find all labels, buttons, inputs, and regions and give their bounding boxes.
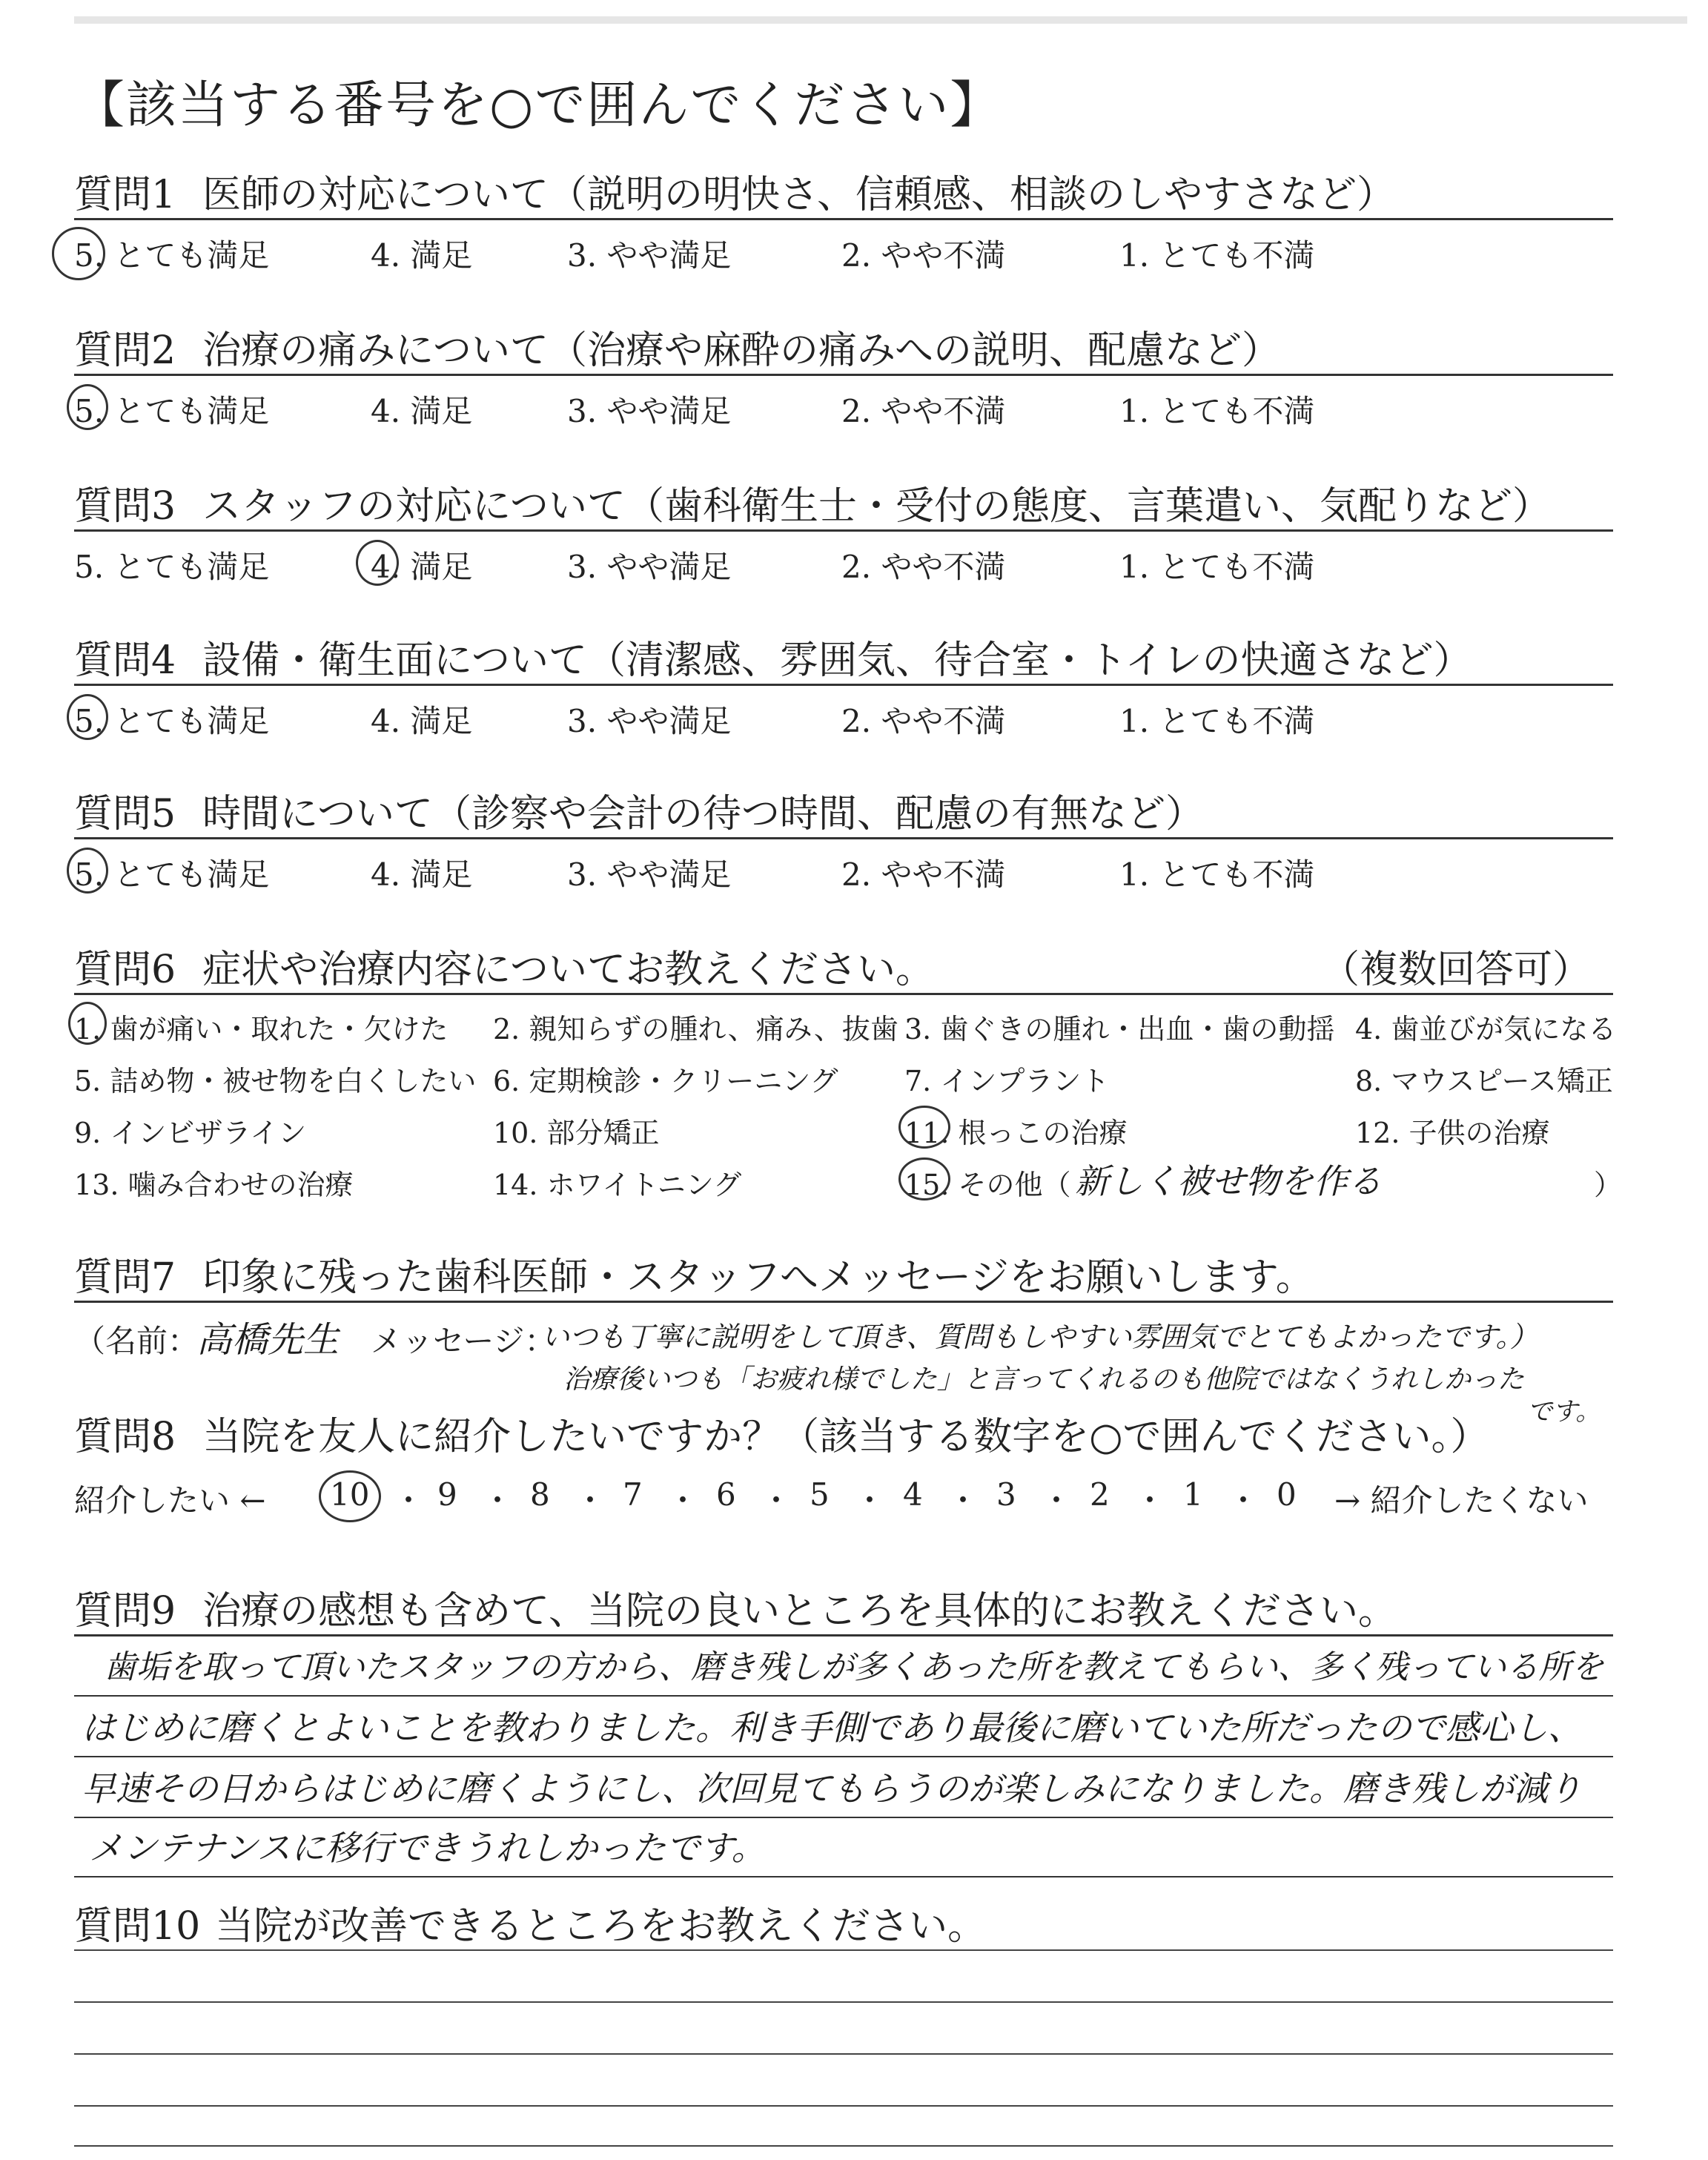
- scale-dot: ・: [393, 1482, 425, 1519]
- question-7: [74, 1246, 1613, 1427]
- question-text: 当院を友人に紹介したいですか？（該当する数字を○で囲んでください。）: [202, 1415, 1489, 1459]
- other-close-paren: ）: [1594, 1169, 1623, 1201]
- question-number: 質問6: [74, 948, 176, 992]
- question-number: 質問8: [74, 1415, 176, 1459]
- symptom-15[interactable]: 15. その他（: [904, 1169, 1071, 1201]
- symptom-5[interactable]: 5. 詰め物・被せ物を白くしたい: [74, 1065, 477, 1097]
- question-8: [74, 1405, 1613, 1519]
- symptom-14[interactable]: 14. ホワイトニング: [493, 1169, 742, 1201]
- multiple-answers-note: （複数回答可）: [1320, 948, 1591, 992]
- symptom-4[interactable]: 4. 歯並びが気になる: [1355, 1013, 1617, 1046]
- selection-circle: [898, 1157, 950, 1200]
- symptom-2[interactable]: 2. 親知らずの腫れ、痛み、抜歯: [493, 1013, 898, 1046]
- selection-circle: [67, 694, 108, 740]
- option-2[interactable]: 2. やや不満: [841, 703, 1006, 739]
- scale-8[interactable]: 8: [530, 1476, 550, 1513]
- question-text: 当院が改善できるところをお教えください。: [215, 1904, 987, 1949]
- rule: [74, 2105, 1613, 2107]
- rule: [74, 2053, 1613, 2055]
- option-4[interactable]: 4. 満足: [371, 856, 473, 893]
- option-4[interactable]: 4. 満足: [371, 549, 473, 585]
- name-value: 高橋先生: [196, 1319, 340, 1361]
- option-5[interactable]: 5. とても満足: [74, 856, 270, 893]
- symptom-6[interactable]: 6. 定期検診・クリーニング: [493, 1065, 838, 1097]
- scale-1[interactable]: 1: [1183, 1476, 1203, 1513]
- option-2[interactable]: 2. やや不満: [841, 393, 1006, 429]
- rule: [74, 2001, 1613, 2003]
- question-9-heading: [74, 1579, 1397, 1635]
- question-number: 質問5: [74, 792, 176, 836]
- option-1[interactable]: 1. とても不満: [1119, 393, 1315, 429]
- selection-circle: [67, 848, 108, 894]
- rule: [74, 2145, 1613, 2147]
- symptom-8[interactable]: 8. マウスピース矯正: [1355, 1065, 1613, 1097]
- scale-dot: ・: [1041, 1482, 1073, 1519]
- scale-left-label: 紹介したい ←: [74, 1482, 266, 1519]
- top-border: [74, 16, 1687, 24]
- rule: [74, 529, 1613, 532]
- answer-line-1: 歯垢を取って頂いたスタッフの方から、磨き残しが多くあった所を教えてもらい、多く残っている所を: [104, 1648, 1604, 1686]
- symptom-3[interactable]: 3. 歯ぐきの腫れ・出血・歯の動揺: [904, 1013, 1335, 1046]
- selection-circle: [898, 1106, 950, 1149]
- scale-right-label: → 紹介したくない: [1334, 1482, 1589, 1519]
- question-3-heading: [74, 475, 1551, 530]
- question-text: 時間について（診察や会計の待つ時間、配慮の有無など）: [202, 792, 1205, 836]
- name-label: （名前：: [74, 1323, 199, 1359]
- question-10: [74, 1895, 1613, 2147]
- scale-10[interactable]: 10: [330, 1476, 370, 1513]
- question-2: [74, 319, 1613, 467]
- question-number: 質問1: [74, 173, 176, 217]
- rule: [74, 1949, 1613, 1951]
- question-8-heading: [74, 1405, 1489, 1461]
- question-7-heading: [74, 1246, 1314, 1301]
- option-5[interactable]: 5. とても満足: [74, 393, 270, 429]
- selection-circle: [52, 227, 105, 280]
- option-1[interactable]: 1. とても不満: [1119, 237, 1315, 274]
- other-handwritten: 新しく被せ物を作る: [1075, 1161, 1382, 1201]
- selection-circle: [356, 540, 399, 586]
- option-5[interactable]: 5. とても満足: [74, 703, 270, 739]
- option-2[interactable]: 2. やや不満: [841, 856, 1006, 893]
- option-3[interactable]: 3. やや満足: [567, 549, 732, 585]
- question-number: 質問4: [74, 638, 176, 683]
- rule: [74, 218, 1613, 220]
- scale-dot: ・: [854, 1482, 886, 1519]
- scale-6[interactable]: 6: [716, 1476, 736, 1513]
- option-4[interactable]: 4. 満足: [371, 393, 473, 429]
- symptom-13[interactable]: 13. 噛み合わせの治療: [74, 1169, 354, 1201]
- selection-circle: [68, 1002, 107, 1045]
- scale-dot: ・: [1228, 1482, 1260, 1519]
- scale-0[interactable]: 0: [1277, 1476, 1297, 1513]
- rule: [74, 1817, 1613, 1818]
- option-1[interactable]: 1. とても不満: [1119, 703, 1315, 739]
- option-3[interactable]: 3. やや満足: [567, 703, 732, 739]
- question-4: [74, 629, 1613, 777]
- question-number: 質問3: [74, 484, 176, 529]
- question-1-heading: [74, 163, 1395, 219]
- option-1[interactable]: 1. とても不満: [1119, 549, 1315, 585]
- question-number: 質問2: [74, 328, 176, 373]
- rule: [74, 1756, 1613, 1757]
- question-text: 設備・衛生面について（清潔感、雰囲気、待合室・トイレの快適さなど）: [202, 638, 1472, 683]
- question-text: 医師の対応について（説明の明快さ、信頼感、相談のしやすさなど）: [202, 173, 1395, 217]
- scale-3[interactable]: 3: [996, 1476, 1016, 1513]
- scale-dot: ・: [1134, 1482, 1166, 1519]
- rule: [74, 837, 1613, 839]
- question-5-heading: [74, 782, 1204, 838]
- option-2[interactable]: 2. やや不満: [841, 549, 1006, 585]
- scale-2[interactable]: 2: [1090, 1476, 1110, 1513]
- question-2-heading: [74, 319, 1280, 374]
- scale-7[interactable]: 7: [623, 1476, 643, 1513]
- option-1[interactable]: 1. とても不満: [1119, 856, 1315, 893]
- rule: [74, 993, 1613, 995]
- symptom-10[interactable]: 10. 部分矯正: [493, 1117, 660, 1149]
- question-text: スタッフの対応について（歯科衛生士・受付の態度、言葉遣い、気配りなど）: [202, 484, 1552, 529]
- symptom-11[interactable]: 11. 根っこの治療: [904, 1117, 1128, 1149]
- message-line-3: です。: [1527, 1397, 1601, 1427]
- rule: [74, 374, 1613, 376]
- option-5[interactable]: 5. とても満足: [74, 549, 270, 585]
- rule: [74, 1695, 1613, 1697]
- question-number: 質問7: [74, 1255, 176, 1300]
- rule: [74, 1876, 1613, 1877]
- answer-line-2: はじめに磨くとよいことを教わりました。利き手側であり最後に磨いていた所だったので感心し、: [82, 1708, 1582, 1748]
- message-line-2: 治療後いつも「お疲れ様でした」と言ってくれるのも他院ではなくうれしかった: [563, 1364, 1525, 1395]
- question-text: 治療の感想も含めて、当院の良いところを具体的にお教えください。: [202, 1589, 1397, 1634]
- page-title: 【該当する番号を○で囲んでください】: [74, 76, 1002, 135]
- scale-4[interactable]: 4: [903, 1476, 923, 1513]
- question-4-heading: [74, 629, 1472, 684]
- scale-dot: ・: [575, 1482, 606, 1519]
- scale-dot: ・: [761, 1482, 792, 1519]
- scale-dot: ・: [667, 1482, 699, 1519]
- message-line-1: いつも丁寧に説明をして頂き、質問もしやすい雰囲気でとてもよかったです。）: [541, 1321, 1538, 1353]
- symptom-1[interactable]: 1. 歯が痛い・取れた・欠けた: [74, 1013, 448, 1046]
- answer-line-3: 早速その日からはじめに磨くようにし、次回見てもらうのが楽しみになりました。磨き残しが減り: [82, 1768, 1582, 1809]
- question-6: [74, 938, 1623, 1220]
- scale-5[interactable]: 5: [810, 1476, 830, 1513]
- question-text: 治療の痛みについて（治療や麻酔の痛みへの説明、配慮など）: [202, 328, 1281, 373]
- question-3: [74, 475, 1613, 623]
- question-text: 症状や治療内容についてお教えください。: [202, 948, 935, 992]
- question-10-heading: [74, 1895, 986, 1950]
- question-5: [74, 782, 1613, 931]
- question-number: 質問10: [74, 1904, 201, 1949]
- question-6-heading: [74, 938, 934, 994]
- selection-circle: [67, 384, 108, 430]
- symptom-7[interactable]: 7. インプラント: [904, 1065, 1110, 1097]
- scale-dot: ・: [482, 1482, 514, 1519]
- rule: [74, 1634, 1613, 1636]
- question-1: [74, 163, 1613, 311]
- scale-9[interactable]: 9: [437, 1476, 457, 1513]
- option-3[interactable]: 3. やや満足: [567, 237, 732, 274]
- selection-circle: [319, 1470, 381, 1522]
- message-label: メッセージ：: [371, 1323, 556, 1359]
- question-9: [74, 1579, 1613, 1868]
- symptom-12[interactable]: 12. 子供の治療: [1355, 1117, 1550, 1149]
- question-text: 印象に残った歯科医師・スタッフへメッセージをお願いします。: [202, 1255, 1314, 1300]
- option-3[interactable]: 3. やや満足: [567, 856, 732, 893]
- answer-line-4: メンテナンスに移行できうれしかったです。: [89, 1828, 766, 1868]
- scale-dot: ・: [947, 1482, 979, 1519]
- option-4[interactable]: 4. 満足: [371, 237, 473, 274]
- option-3[interactable]: 3. やや満足: [567, 393, 732, 429]
- option-2[interactable]: 2. やや不満: [841, 237, 1006, 274]
- option-5[interactable]: 5. とても満足: [74, 237, 270, 274]
- option-4[interactable]: 4. 満足: [371, 703, 473, 739]
- symptom-9[interactable]: 9. インビザライン: [74, 1117, 307, 1149]
- rule: [74, 684, 1613, 686]
- rule: [74, 1301, 1613, 1303]
- question-number: 質問9: [74, 1589, 176, 1634]
